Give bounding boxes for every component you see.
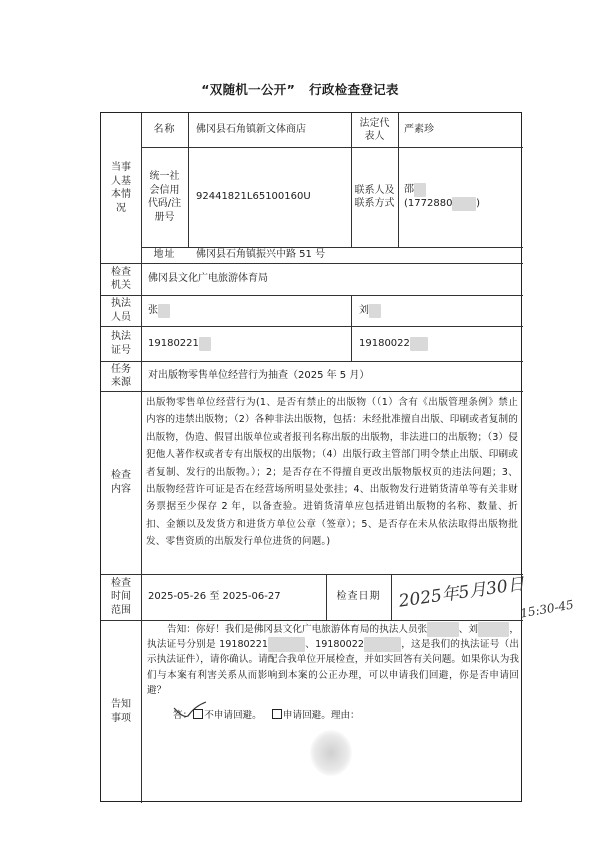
period-start: 2025-05-26 bbox=[148, 591, 207, 602]
officers-label: 执法人员 bbox=[111, 298, 131, 323]
notice-label: 告知事项 bbox=[111, 699, 131, 724]
address-value: 佛冈县石角镇振兴中路 51 号 bbox=[196, 249, 326, 260]
period-end: 2025-06-27 bbox=[222, 591, 281, 602]
recusal-answer: 答： 不申请回避。 申请回避。理由： bbox=[173, 710, 360, 722]
cert-1: 19180221 bbox=[148, 326, 351, 361]
notice-text: 告知：你好！我们是佛冈县文化广电旅游体育局的执法人员张 、刘 ，执法证号分别是 19180221 、19180022 ，这是我们的执法证号（出示执法证件），请你确认。请配合我单位开展检查，并如实回答有关问题。如果你认为我们与本案有利害关系从而影响到本案的公正办理，可以申请我们回避，你是否申请回避？ 答： 不申请回避。 申请回避。理由： bbox=[147, 622, 519, 801]
contact-label: 联系人及联系方式 bbox=[354, 184, 395, 209]
content-text: 出版物零售单位经营行为(1、是否有禁止的出版物（（1）含有《出版管理条例》禁止内容的违禁出版物；（2）各种非法出版物，包括：未经批准擅自出版、印刷或者复制的出版物，伪造、假冒出版单位或者报刊名称出版的出版物，非法进口的出版物；（3）侵犯他人著作权或者专有出版权的出版物；（4）出版行政主管部门明令禁止出版、印刷或者复制、发行的出版物。）；2；是否存在不得擅自更改出版物版权页的违法问题；3、出版物经营许可证是否在经营场所明显处张挂；4、出版物发行进销货清单等有关非财务票据至少保存 2 年，以备查验。进销货清单应包括进销出版物的名称、数量、折扣、金额以及发货方和进货方单位公章（签章）；5、是否存在未从依法取得出版物批发、零售资质的出版发行单位进货的问题。) bbox=[146, 397, 518, 548]
period-range: 2025-05-26 至 2025-06-27 bbox=[148, 591, 281, 602]
legal-rep-label: 法定代表人 bbox=[359, 117, 390, 142]
inspection-form-table bbox=[100, 112, 522, 802]
agency-label: 检查机关 bbox=[111, 266, 131, 291]
contact-value: 邵 (1772880 ) bbox=[404, 184, 481, 209]
address-label: 地址 bbox=[153, 249, 176, 260]
source-label: 任务来源 bbox=[111, 363, 131, 388]
content-label: 检查内容 bbox=[111, 470, 131, 495]
agency-value: 佛冈县文化广电旅游体育局 bbox=[148, 273, 268, 284]
contact-name: 邵 bbox=[404, 184, 414, 195]
name-label: 名称 bbox=[153, 124, 176, 135]
fingerprint-icon bbox=[310, 730, 352, 776]
form-title bbox=[0, 80, 600, 98]
officer-2: 刘 bbox=[359, 295, 523, 326]
source-value: 对出版物零售单位经营行为抽查（2025 年 5 月） bbox=[148, 370, 370, 381]
handwritten-date: 2025年5月30日 bbox=[397, 574, 526, 612]
certs-label: 执法证号 bbox=[111, 331, 131, 356]
credit-code-value: 92441821L65100160U bbox=[196, 191, 311, 202]
handwritten-time: 15:30-45 bbox=[519, 597, 575, 621]
title-right: 行政检查登记表 bbox=[309, 82, 399, 97]
legal-rep-value: 严素珍 bbox=[404, 124, 434, 135]
period-label: 检查时间范围 bbox=[111, 577, 131, 616]
name-value: 佛冈县石角镇新文体商店 bbox=[196, 124, 306, 135]
recusal-checkbox[interactable] bbox=[272, 709, 282, 719]
credit-code-label: 统一社会信用代码/注册号 bbox=[147, 171, 182, 223]
cert-2: 19180022 bbox=[359, 326, 523, 361]
date-label: 检查日期 bbox=[336, 591, 381, 602]
contact-phone: (1772880 bbox=[404, 198, 453, 209]
party-section-label: 当事人基本情况 bbox=[111, 162, 131, 214]
handwritten-check-icon bbox=[170, 700, 210, 722]
officer-1: 张 bbox=[148, 295, 351, 326]
title-left: “双随机一公开” bbox=[201, 82, 296, 97]
